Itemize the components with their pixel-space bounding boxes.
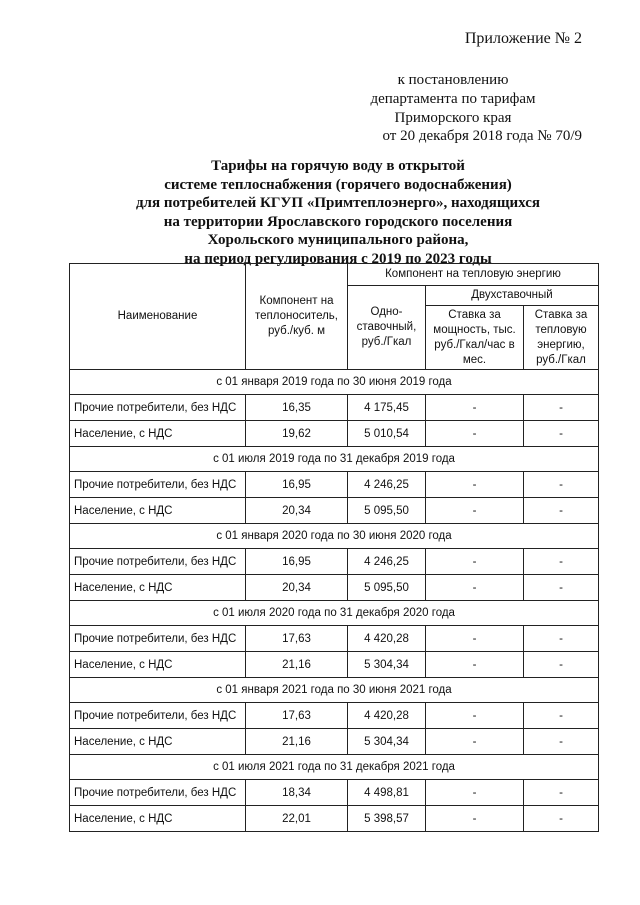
- cell-name: Прочие потребители, без НДС: [70, 395, 246, 421]
- title-line: Хорольского муниципального района,: [207, 232, 469, 248]
- period-label: с 01 января 2019 года по 30 июня 2019 года: [70, 370, 599, 395]
- cell-energy-rate: -: [524, 498, 599, 524]
- table-row: [70, 575, 599, 601]
- cell-single-rate: 4 246,25: [348, 549, 426, 575]
- header-carrier: Компонент на теплоноситель, руб./куб. м: [246, 264, 348, 370]
- appendix-title: Приложение № 2: [464, 30, 582, 47]
- appendix-line: от 20 декабря 2018 года № 70/9: [382, 128, 582, 144]
- cell-carrier: 21,16: [246, 729, 348, 755]
- cell-single-rate: 5 095,50: [348, 575, 426, 601]
- table-row: [70, 806, 599, 832]
- cell-carrier: 17,63: [246, 703, 348, 729]
- cell-single-rate: 4 420,28: [348, 626, 426, 652]
- cell-energy-rate: -: [524, 549, 599, 575]
- table-row: [70, 498, 599, 524]
- cell-capacity-rate: -: [426, 549, 524, 575]
- cell-name: Прочие потребители, без НДС: [70, 626, 246, 652]
- cell-name: Население, с НДС: [70, 498, 246, 524]
- table-row: [70, 472, 599, 498]
- cell-capacity-rate: -: [426, 729, 524, 755]
- title-line: на период регулирования с 2019 по 2023 годы: [184, 250, 492, 267]
- cell-energy-rate: -: [524, 626, 599, 652]
- header-capacity: Ставка за мощность, тыс. руб./Гкал/час в мес.: [426, 306, 524, 370]
- cell-single-rate: 5 398,57: [348, 806, 426, 832]
- table-row: [70, 395, 599, 421]
- table-row: [70, 729, 599, 755]
- header-energy: Компонент на тепловую энергию: [348, 264, 599, 286]
- cell-capacity-rate: -: [426, 395, 524, 421]
- period-label: с 01 июля 2019 года по 31 декабря 2019 года: [70, 447, 599, 472]
- cell-capacity-rate: -: [426, 626, 524, 652]
- period-row: [70, 601, 599, 626]
- cell-single-rate: 4 420,28: [348, 703, 426, 729]
- cell-carrier: 16,95: [246, 549, 348, 575]
- header-name: Наименование: [70, 264, 246, 370]
- cell-single-rate: 5 304,34: [348, 652, 426, 678]
- cell-energy-rate: -: [524, 421, 599, 447]
- title-line: системе теплоснабжения (горячего водоснабжения): [164, 176, 512, 193]
- cell-name: Население, с НДС: [70, 575, 246, 601]
- cell-name: Прочие потребители, без НДС: [70, 780, 246, 806]
- cell-carrier: 20,34: [246, 498, 348, 524]
- cell-carrier: 20,34: [246, 575, 348, 601]
- period-row: [70, 755, 599, 780]
- title-line: Тарифы на горячую воду в открытой: [211, 158, 465, 174]
- cell-name: Население, с НДС: [70, 729, 246, 755]
- cell-carrier: 16,35: [246, 395, 348, 421]
- cell-single-rate: 4 498,81: [348, 780, 426, 806]
- title-line: на территории Ярославского городского поселения: [163, 213, 513, 230]
- table-row: [70, 703, 599, 729]
- cell-name: Население, с НДС: [70, 652, 246, 678]
- cell-energy-rate: -: [524, 729, 599, 755]
- cell-capacity-rate: -: [426, 780, 524, 806]
- cell-carrier: 16,95: [246, 472, 348, 498]
- tariff-table: [69, 263, 599, 832]
- cell-capacity-rate: -: [426, 575, 524, 601]
- cell-carrier: 18,34: [246, 780, 348, 806]
- cell-capacity-rate: -: [426, 421, 524, 447]
- cell-single-rate: 4 246,25: [348, 472, 426, 498]
- appendix-line: Приморского края: [394, 110, 512, 126]
- cell-energy-rate: -: [524, 652, 599, 678]
- period-row: [70, 370, 599, 395]
- cell-capacity-rate: -: [426, 652, 524, 678]
- header-energy-rate: Ставка за тепловую энергию, руб./Гкал: [524, 306, 599, 370]
- cell-name: Население, с НДС: [70, 806, 246, 832]
- document-title: [40, 157, 636, 268]
- period-label: с 01 января 2021 года по 30 июня 2021 года: [70, 678, 599, 703]
- period-label: с 01 июля 2021 года по 31 декабря 2021 года: [70, 755, 599, 780]
- cell-capacity-rate: -: [426, 703, 524, 729]
- table-row: [70, 780, 599, 806]
- cell-energy-rate: -: [524, 472, 599, 498]
- period-row: [70, 678, 599, 703]
- cell-single-rate: 5 304,34: [348, 729, 426, 755]
- header-single: Одно-ставочный, руб./Гкал: [348, 286, 426, 370]
- cell-carrier: 21,16: [246, 652, 348, 678]
- cell-name: Прочие потребители, без НДС: [70, 703, 246, 729]
- cell-single-rate: 5 095,50: [348, 498, 426, 524]
- table-row: [70, 652, 599, 678]
- cell-name: Прочие потребители, без НДС: [70, 549, 246, 575]
- period-label: с 01 января 2020 года по 30 июня 2020 года: [70, 524, 599, 549]
- table-row: [70, 549, 599, 575]
- appendix-line: департамента по тарифам: [370, 91, 536, 107]
- title-line: для потребителей КГУП «Примтеплоэнерго», находящихся: [135, 195, 541, 211]
- cell-capacity-rate: -: [426, 806, 524, 832]
- period-label: с 01 июля 2020 года по 31 декабря 2020 года: [70, 601, 599, 626]
- cell-energy-rate: -: [524, 806, 599, 832]
- cell-energy-rate: -: [524, 575, 599, 601]
- cell-single-rate: 5 010,54: [348, 421, 426, 447]
- cell-capacity-rate: -: [426, 472, 524, 498]
- appendix-line: к постановлению: [397, 72, 509, 88]
- cell-carrier: 19,62: [246, 421, 348, 447]
- cell-single-rate: 4 175,45: [348, 395, 426, 421]
- period-row: [70, 447, 599, 472]
- cell-capacity-rate: -: [426, 498, 524, 524]
- period-row: [70, 524, 599, 549]
- header-two-part: Двухставочный: [426, 286, 599, 306]
- cell-name: Прочие потребители, без НДС: [70, 472, 246, 498]
- cell-carrier: 17,63: [246, 626, 348, 652]
- table-row: [70, 421, 599, 447]
- cell-name: Население, с НДС: [70, 421, 246, 447]
- cell-energy-rate: -: [524, 780, 599, 806]
- cell-carrier: 22,01: [246, 806, 348, 832]
- table-row: [70, 626, 599, 652]
- cell-energy-rate: -: [524, 703, 599, 729]
- cell-energy-rate: -: [524, 395, 599, 421]
